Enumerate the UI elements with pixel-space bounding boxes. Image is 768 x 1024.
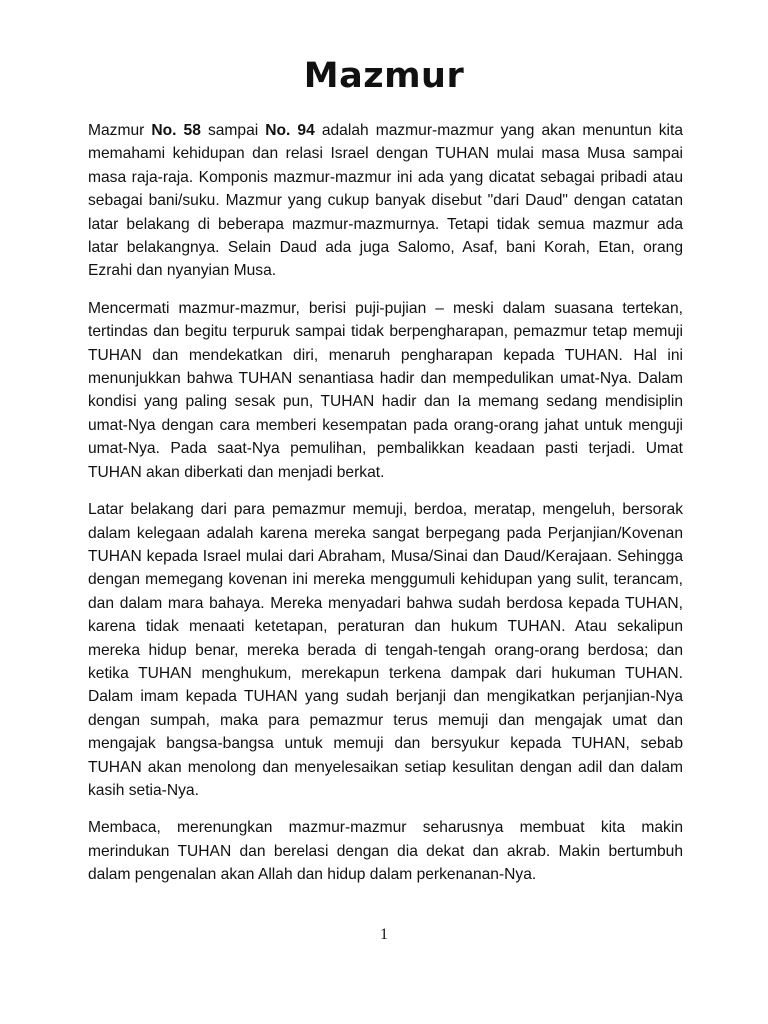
psalm-end-number: No. 94 [265,122,315,139]
paragraph-1-lead: Mazmur [88,122,152,139]
paragraph-2: Mencermati mazmur-mazmur, berisi puji-pujian – meski dalam suasana tertekan, tertindas dan begitu terpuruk sampai tidak berpengharapan, pemazmur tetap memuji TUHAN dan mendekatkan diri, menaruh pengharapan kepada TUHAN. Hal ini menunjukkan bahwa TUHAN senantiasa hadir dan mempedulikan umat-Nya. Dalam kondisi yang paling sesak pun, TUHAN hadir dan Ia memang sedang mendisiplin umat-Nya dengan cara memberi kesempatan pada orang-orang jahat untuk menguji umat-Nya. Pada saat-Nya pemulihan, pembalikkan keadaan pasti terjadi. Umat TUHAN akan diberkati dan menjadi berkat. [88,299,683,481]
paragraph-1-text: adalah mazmur-mazmur yang akan menuntun kita memahami kehidupan dan relasi Israel dengan TUHAN mulai masa Musa sampai masa raja-raja. Komponis mazmur-mazmur ini ada yang dicatat sebagai pribadi atau sebagai bani/suku. Mazmur yang cukup banyak disebut "dari Daud" dengan catatan latar belakang di beberapa mazmur-mazmurnya. Tetapi tidak semua mazmur ada latar belakangnya. Selain Daud ada juga Salomo, Asaf, bani Korah, Etan, orang Ezrahi dan nyanyian Musa. [88,122,683,280]
page-title: Mazmur [303,56,465,96]
body-text [88,119,683,901]
page-number: 1 [380,926,388,943]
psalm-start-number: No. 58 [151,122,201,139]
paragraph-3: Latar belakang dari para pemazmur memuji, berdoa, meratap, mengeluh, bersorak dalam kelegaan adalah karena mereka sangat berpegang pada Perjanjian/Kovenan TUHAN kepada Israel mulai dari Abraham, Musa/Sinai dan Daud/Kerajaan. Sehingga dengan memegang kovenan ini mereka menggumuli kehidupan yang sulit, terancam, dan dalam mara bahaya. Mereka menyadari bahwa sudah berdosa kepada TUHAN, karena tidak menaati ketetapan, peraturan dan hukum TUHAN. Atau sekalipun mereka hidup benar, mereka berada di tengah-tengah orang-orang berdosa; dan ketika TUHAN menghukum, merekapun terkena dampak dari hukuman TUHAN. Dalam imam kepada TUHAN yang sudah berjanji dan mengikatkan perjanjian-Nya dengan sumpah, maka para pemazmur terus memuji dan mengajak umat dan mengajak bangsa-bangsa untuk memuji dan bersyukur kepada TUHAN, sebab TUHAN akan menolong dan menyelesaikan setiap kesulitan dengan adil dan dalam kasih setia-Nya. [88,501,683,799]
paragraph-1 [88,119,683,283]
paragraph-1-connector: sampai [200,122,266,139]
paragraph-4: Membaca, merenungkan mazmur-mazmur seharusnya membuat kita makin merindukan TUHAN dan berelasi dengan dia dekat dan akrab. Makin bertumbuh dalam pengenalan akan Allah dan hidup dalam perkenanan-Nya. [88,819,683,884]
